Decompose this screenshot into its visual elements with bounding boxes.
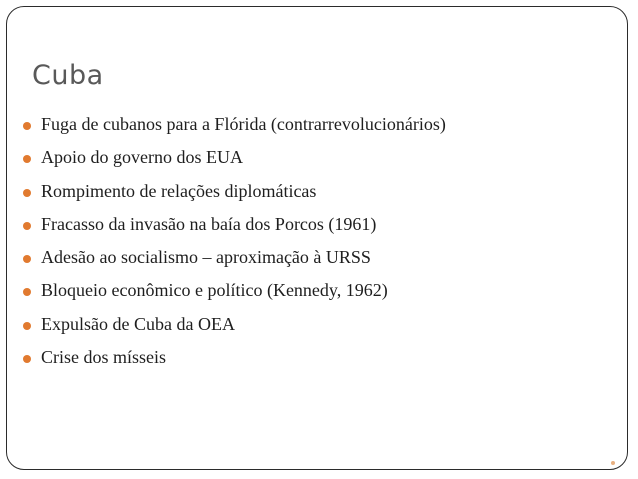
slide-title: Cuba: [32, 60, 104, 91]
bullet-dot-icon: [23, 189, 31, 197]
list-item: [23, 313, 446, 346]
list-item: [23, 146, 446, 179]
bullet-list: [23, 113, 446, 379]
list-item: [23, 246, 446, 279]
bullet-dot-icon: [23, 155, 31, 163]
bullet-text: Crise dos mísseis: [41, 347, 167, 368]
list-item: [23, 113, 446, 146]
bullet-dot-icon: [23, 222, 31, 230]
corner-decoration-icon: [611, 461, 615, 465]
bullet-dot-icon: [23, 288, 31, 296]
bullet-text: Adesão ao socialismo – aproximação à URSS: [41, 247, 371, 268]
list-item: [23, 180, 446, 213]
bullet-text: Fuga de cubanos para a Flórida (contrarrevolucionários): [41, 114, 446, 134]
bullet-dot-icon: [23, 122, 31, 130]
bullet-text: Apoio do governo dos EUA: [41, 147, 243, 168]
bullet-dot-icon: [23, 322, 31, 330]
bullet-text: Rompimento de relações diplomáticas: [41, 180, 317, 201]
list-item: [23, 213, 446, 246]
bullet-text: Bloqueio econômico e político (Kennedy, 1962): [41, 280, 388, 301]
bullet-text: Fracasso da invasão na baía dos Porcos (1961): [41, 213, 377, 234]
list-item: [23, 346, 446, 379]
list-item: [23, 279, 446, 312]
bullet-dot-icon: [23, 355, 31, 363]
slide-frame: [6, 6, 628, 470]
bullet-dot-icon: [23, 255, 31, 263]
bullet-text: Expulsão de Cuba da OEA: [41, 313, 235, 334]
